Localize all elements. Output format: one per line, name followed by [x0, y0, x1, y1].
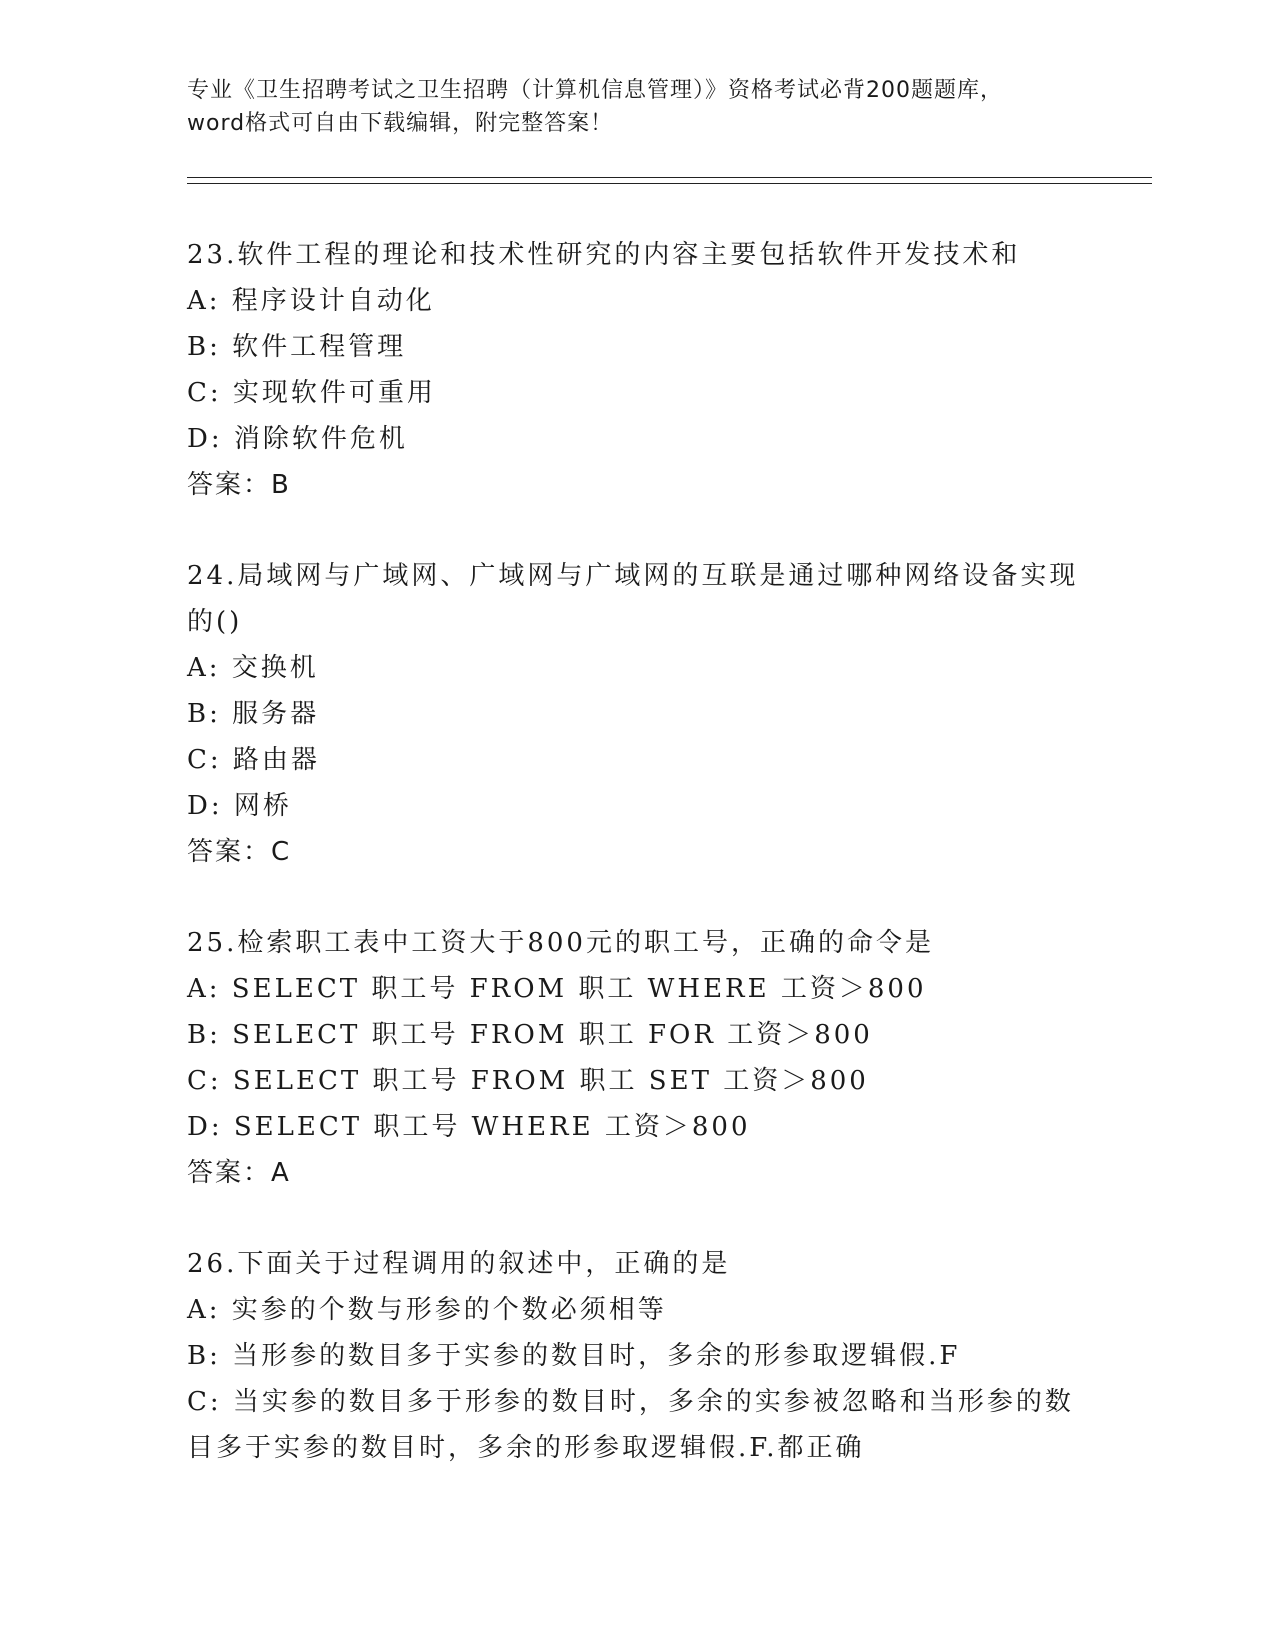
option-a: A: 程序设计自动化 [187, 286, 435, 316]
option-c-continued: 目多于实参的数目时，多余的形参取逻辑假.F.都正确 [187, 1433, 865, 1463]
question-24 [187, 553, 1087, 875]
option-c: C: 当实参的数目多于形参的数目时，多余的实参被忽略和当形参的数 [187, 1387, 1074, 1417]
option-b: B: 服务器 [187, 699, 320, 729]
header-line-2: word格式可自由下载编辑，附完整答案！ [187, 111, 614, 136]
option-d: D: 消除软件危机 [187, 424, 408, 454]
option-a: A: 交换机 [187, 653, 319, 683]
answer-line: 答案：C [187, 837, 292, 867]
question-list [187, 232, 1087, 1516]
question-stem: 23.软件工程的理论和技术性研究的内容主要包括软件开发技术和 [187, 240, 1021, 270]
answer-line: 答案：B [187, 470, 291, 500]
question-stem: 24.局域网与广域网、广域网与广域网的互联是通过哪种网络设备实现 [187, 561, 1079, 591]
option-c: C: SELECT 职工号 FROM 职工 SET 工资＞800 [187, 1066, 869, 1096]
option-d: D: 网桥 [187, 791, 292, 821]
header-divider-top [187, 177, 1152, 178]
header-line-1: 专业《卫生招聘考试之卫生招聘（计算机信息管理）》资格考试必背200题题库， [187, 78, 1003, 103]
option-a: A: SELECT 职工号 FROM 职工 WHERE 工资＞800 [187, 974, 927, 1004]
question-26 [187, 1241, 1087, 1471]
option-c: C: 实现软件可重用 [187, 378, 436, 408]
option-c: C: 路由器 [187, 745, 320, 775]
option-b: B: 当形参的数目多于实参的数目时，多余的形参取逻辑假.F [187, 1341, 961, 1371]
header-divider-bottom [187, 183, 1152, 184]
question-25 [187, 920, 1087, 1196]
option-b: B: SELECT 职工号 FROM 职工 FOR 工资＞800 [187, 1020, 873, 1050]
question-23 [187, 232, 1087, 508]
option-a: A: 实参的个数与形参的个数必须相等 [187, 1295, 667, 1325]
question-stem-continued: 的() [187, 607, 243, 637]
document-header [187, 74, 1087, 140]
option-b: B: 软件工程管理 [187, 332, 407, 362]
option-d: D: SELECT 职工号 WHERE 工资＞800 [187, 1112, 751, 1142]
answer-line: 答案：A [187, 1158, 291, 1188]
question-stem: 25.检索职工表中工资大于800元的职工号，正确的命令是 [187, 928, 934, 958]
question-stem: 26.下面关于过程调用的叙述中，正确的是 [187, 1249, 731, 1279]
